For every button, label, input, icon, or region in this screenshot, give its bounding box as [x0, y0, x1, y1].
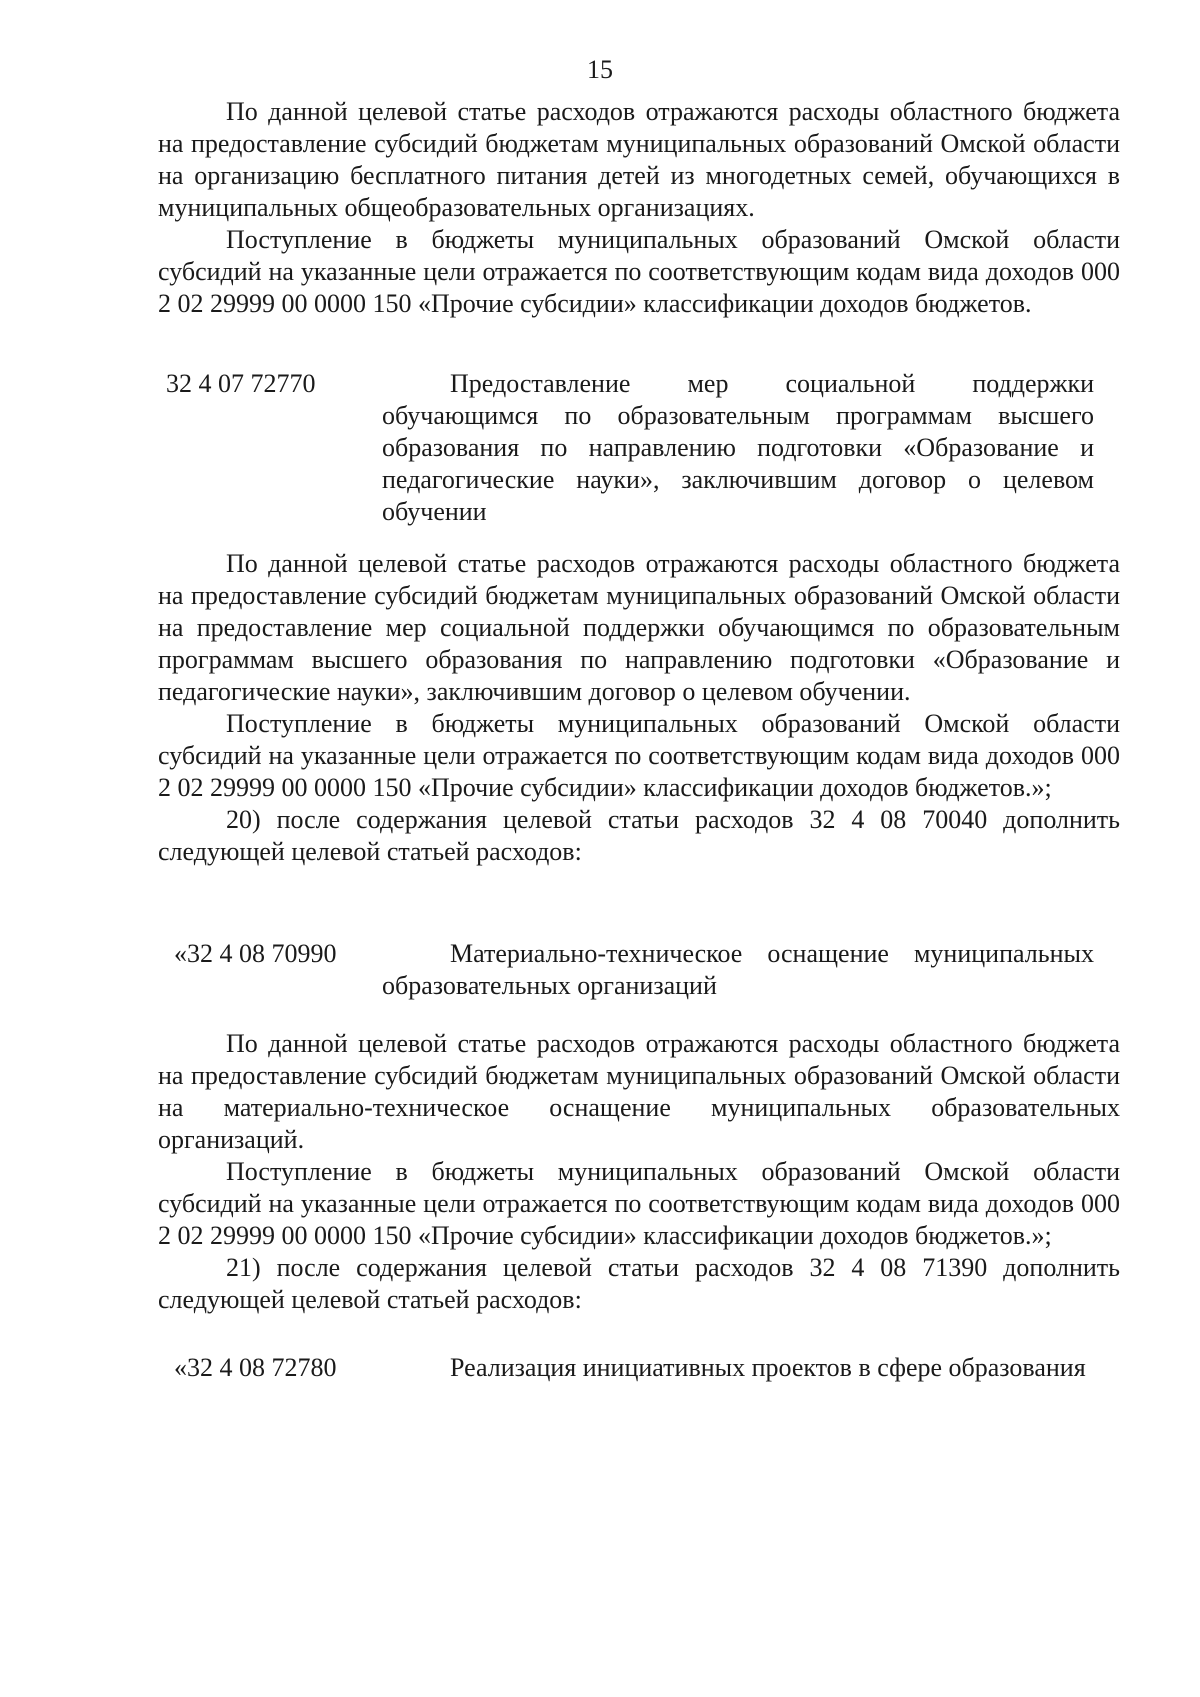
paragraph: Поступление в бюджеты муниципальных образований Омской области субсидий на указанные цели отражается по соответствующим кодам вида доходов 000 2 02 29999 00 0000 150 «Прочие субсидии» классификации доходов бюджетов. — [158, 225, 1120, 318]
text-section-3 — [158, 1028, 1120, 1316]
expense-code: «32 4 08 70990 — [174, 939, 337, 968]
paragraph: Поступление в бюджеты муниципальных образований Омской области субсидий на указанные цели отражается по соответствующим кодам вида доходов 000 2 02 29999 00 0000 150 «Прочие субсидии» классификации доходов бюджетов.»; — [158, 1157, 1120, 1250]
list-item-number: 21) — [226, 1253, 261, 1282]
paragraph: По данной целевой статье расходов отражаются расходы областного бюджета на предоставление субсидий бюджетам муниципальных образований Омской области на организацию бесплатного питания детей из многодетных семей, обучающихся в муниципальных общеобразовательных организациях. — [158, 97, 1120, 222]
expense-title: Предоставление мер социальной поддержки обучающимся по образовательным программам высшего образования по направлению подготовки «Образование и педагогические науки», заключившим договор о целевом обучении — [382, 369, 1094, 526]
text-section-2 — [158, 548, 1120, 868]
paragraph: По данной целевой статье расходов отражаются расходы областного бюджета на предоставление субсидий бюджетам муниципальных образований Омской области на предоставление мер социальной поддержки обучающимся по образовательным программам высшего образования по направлению подготовки «Образование и педагогические науки», заключившим договор о целевом обучении. — [158, 549, 1120, 706]
list-item — [158, 1252, 1120, 1316]
expense-code: «32 4 08 72780 — [174, 1353, 337, 1382]
expense-title: Реализация инициативных проектов в сфере образования — [450, 1353, 1086, 1382]
expense-title: Материально-техническое оснащение муниципальных образовательных организаций — [382, 939, 1094, 1000]
paragraph: Поступление в бюджеты муниципальных образований Омской области субсидий на указанные цели отражается по соответствующим кодам вида доходов 000 2 02 29999 00 0000 150 «Прочие субсидии» классификации доходов бюджетов.»; — [158, 709, 1120, 802]
expense-code: 32 4 07 72770 — [166, 369, 316, 398]
text-section-1 — [158, 96, 1120, 320]
list-item — [158, 804, 1120, 868]
page-number: 15 — [587, 55, 613, 84]
list-item-text: после содержания целевой статьи расходов 32 4 08 70040 дополнить следующей целевой статьей расходов: — [158, 805, 1120, 866]
paragraph: По данной целевой статье расходов отражаются расходы областного бюджета на предоставление субсидий бюджетам муниципальных образований Омской области на материально-техническое оснащение муниципальных образовательных организаций. — [158, 1029, 1120, 1154]
list-item-text: после содержания целевой статьи расходов 32 4 08 71390 дополнить следующей целевой статьей расходов: — [158, 1253, 1120, 1314]
list-item-number: 20) — [226, 805, 261, 834]
